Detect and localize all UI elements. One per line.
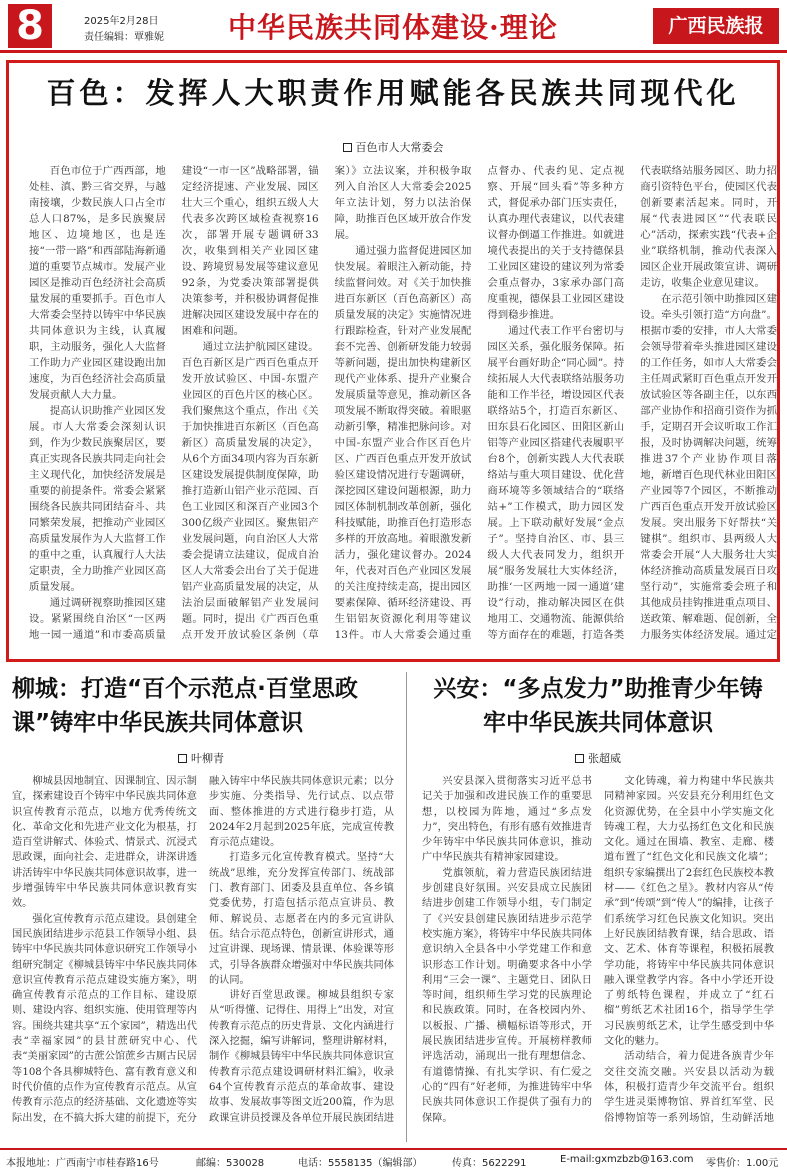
lead-paragraph: 通过调研视察助推园区建设。紧紧围绕自治区“一区两地一园一通道”和市委高质量建设“一市一区”战略部署，锚定经济提速、产业发展、园区壮大三个重心，组织五级人大代表多次跨区域检查视察16次，部署开展专题调研33次，收集到相关产业园区建设、跨境贸易发展等建议意见92条，为党委决策部署提供决策参考，并积极协调督促推进解决园区建设发展中存在的困难和问题。 xyxy=(29,165,319,641)
newspaper-name: 广西民族报 xyxy=(653,8,779,44)
xingan-paragraph: 党旗领航，着力营造民族团结进步创建良好氛围。兴安县成立民族团结进步创建工作领导小组，专门制定了《兴安县创建民族团结进步示范学校实施方案》，将铸牢中华民族共同体意识纳入全县各中小学党建工作和意识形态工作计划。明确要求各中小学利用“三会一课”、主题党日、团队日等时间，组织师生学习党的民族理论和民族政策。同时，在各校园内外、以板报、广播、横幅标语等形式，开展民族团结进步宣传。开展榜样教师评选活动，涌现出一批有理想信念、有道德情操、有扎实学识、有仁爱之心的“四有”好老师，为推进铸牢中华民族共同体意识工作提供了强有力的保障。 xyxy=(422,867,592,1124)
liucheng-paragraph: 讲好百堂思政课。柳城县组织专家从“听得懂、记得住、用得上”出发，对宣传教育示范点的历史背景、文化内涵进行深入挖掘，编写讲解词，整理讲解材料，制作《柳城县铸牢中华民族共同体意识宣传教育示范点建设调研材料汇编》，收录64个宣传教育示范点的革命故事、建设故事、发展故事等图文近200篇，作为思政课宣讲员授课及各单位开展民族团结进 xyxy=(209,990,394,1124)
xingan-article xyxy=(416,670,780,1140)
section-title: 中华民族共同体建设·理论 xyxy=(228,11,558,44)
footer-address: 本报地址：广西南宁市桂春路16号 xyxy=(6,1158,159,1169)
lead-author: 百色市人大常委会 xyxy=(355,141,444,154)
lead-paragraph: 通过立法护航园区建设。百色百新区是广西百色重点开发开放试验区、中国-东盟产业园区的百色片区的核心区。我们聚焦这个重点，作出《关于加快推进百东新区（百色高新区）高质量发展的决定》，从6个方面34项内容为百东新区建设发展提供制度保障，助推打造新山铝产业示范园、百色工业园区和深百产业园3个300亿级产业园区。聚焦铝产业发展问题，向自治区人大常委会提请立法建议，促成自治区人大常委会出台了关于促进铝产业高质量发展的决定，从法治层面破解铝产业发展问题。同时，提出《广西百色重点开发开放试验区条例（草案）》立法议案，并积极争取列入自治区人大常委会2025年立法计划，努力以法治保障，助推百色区域开放合作发展。 xyxy=(181,165,472,641)
page-number: 8 xyxy=(8,4,52,48)
lead-paragraph: 在示范引领中助推园区建设。牵头引领打造“方向盘”。根据市委的安排，市人大常委会领导带着牵头推进园区建设的工作任务，如市人大常委会主任周武紧盯百色重点开发开放试验区等各副主任，以东西部产业协作和招商引资作为抓手，定期召开会议听取工作汇报，及时协调解决问题，统筹推进37个产业协作项目落地，新增百色现代林业田阳区产业园等7个园区，不断推动广西百色重点开发开放试验区发展。突出服务下好帮扶“关键棋”。组织市、县两级人大常委会开展“人大服务壮大实体经济推动高质量发展百日攻坚行动”，实施常委会班子和其他成员挂钩推进重点项目、送政策、解难题、促创新，全力服务实体经济发展。通过定 xyxy=(640,293,777,641)
byline-box-icon xyxy=(178,754,187,763)
xingan-paragraph: 活动结合，着力促进各族青少年交往交流交融。兴安县以活动为载体，积极打造青少年交流平台。组织学生进灵渠博物馆、界首红军堂、民俗博物馆等一系列场馆，生动鲜活地 xyxy=(604,1051,774,1124)
liucheng-paragraph: 打造多元化宣传教育模式。坚持“大统战”思维，充分发挥宣传部门、统战部门、教育部门、团委及县直单位、各乡镇党委优势，打造包括示范点宣讲员、教师、解说员、志愿者在内的多元宣讲队伍。结合示范点特色，创新宣讲形式，通过宣讲课、现场课、情景课、体验课等形式，引导各族群众增强对中华民族共同体的认同。 xyxy=(209,852,394,986)
editor-credit: 责任编辑：覃雅妮 xyxy=(84,32,164,43)
column-divider xyxy=(406,672,407,1142)
lead-paragraph: 提高认识助推产业园区发展。市人大常委会深刻认识到，作为少数民族聚居区，要真正实现各民族共同走向社会主义现代化，加快经济发展是重要的前提条件。常委会紧紧围绕各民族共同团结奋斗、共同繁荣发展，把推动产业园区高质量发展作为人大监督工作的重中之重，认真履行人大法定职责，全力助推产业园区高质量发展。 xyxy=(29,405,166,593)
liucheng-article xyxy=(6,670,396,1140)
footer-postcode: 邮编：530028 xyxy=(196,1158,265,1169)
lead-byline xyxy=(9,139,777,155)
lead-body xyxy=(29,163,777,653)
issue-date: 2025年2月28日 xyxy=(84,16,159,27)
xingan-author: 张超威 xyxy=(588,752,621,765)
liucheng-body xyxy=(12,774,394,1140)
xingan-paragraph: 兴安县深入贯彻落实习近平总书记关于加强和改进民族工作的重要思想，以校园为阵地，通过“多点发力”，突出特色，有形有感有效推进青少年铸牢中华民族共同体意识，推动广中华民族共有精神家园建设。 xyxy=(422,776,592,864)
footer-email: E-mail:gxmzbzb@163.com xyxy=(560,1154,694,1165)
lead-paragraph: 百色市位于广西西部，地处桂、滇、黔三省交界，与越南接壤，少数民族人口占全市总人口87%，是多民族聚居地区、边境地区，也是连接“一带一路”和西部陆海新通道的重要节点城市。发展产业园区是推动百色经济社会高质量发展的重要抓手。百色市人大常委会坚持以铸牢中华民族共同体意识为主线，认真履职，主动服务，强化人大监督工作助力产业园区建设跑出加速度，为百色经济社会高质量发展贡献人大力量。 xyxy=(29,165,166,401)
footer-phone: 电话：5558135（编辑部） xyxy=(298,1158,423,1169)
lead-paragraph: 通过强力监督促进园区加快发展。着眼注入新动能，持续监督问效。对《关于加快推进百东新区（百色高新区）高质量发展的决定》实施情况进行跟踪检查，针对产业发展配套不完善、创新研发能力较弱等新问题，提出加快构建新区现代产业体系、提升产业聚合发展质量等意见，推动新区各项发展不断取得突破。着眼驱动新引擎，精准把脉问诊。对中国-东盟产业合作区百色片区、广西百色重点开发开放试验区建设情况进行专题调研，深挖园区建设问题根源，助力园区体制机制改革创新，强化科技赋能，助推百色打造形态多样的开放高地。着眼激发新活力，强化建议督办。2024年，代表对百色产业园区发展的关注度持续走高，提出园区要素保障、循环经济建设、再生铝铝灰资源化利用等建议13件。市人大常委会通过重点督办、代表约见、定点视察、开展“回头看”等多种方式，督促承办部门压实责任，认真办理代表建议，以代表建议督办倒逼工作推进。如就进境代表提出的关于支持德保县工业园区建设的建议列为常委会重点督办，3家承办部门高度重视，德保县工业园区建设得到稳步推进。 xyxy=(334,165,625,641)
xingan-headline: 兴安：“多点发力”助推青少年铸牢中华民族共同体意识 xyxy=(433,676,763,736)
footer-price: 零售价：1.00元 xyxy=(706,1158,779,1169)
byline-box-icon xyxy=(343,143,352,152)
page-header xyxy=(0,0,787,58)
liucheng-author: 叶柳青 xyxy=(191,752,224,765)
page-footer xyxy=(0,1148,787,1169)
xingan-body xyxy=(422,774,774,1140)
xingan-paragraph: 文化铸魂，着力构建中华民族共同精神家园。兴安县充分利用红色文化资源优势，在全县中小学实施文化铸魂工程，大力弘扬红色文化和民族文化。通过在围墙、教室、走廊、楼道布置了“红色文化和民族文化墙”；组织专家编撰出了2套红色民族校本教材——《红色之星》。教材内容从“传承”到“传颂”到“传人”的编排，让孩子们系统学习红色民族文化知识。突出上好民族团结教育课，结合思政、语文、艺术、体育等课程，积极拓展教学功能，将铸牢中华民族共同体意识融入课堂教学内容。各中小学还开设了剪纸特色课程，并成立了“红石榴”剪纸艺术社团16个，指导学生学习民族剪纸艺术，让学生感受到中华文化的魅力。 xyxy=(604,776,774,1048)
xingan-byline xyxy=(416,750,780,766)
header-divider xyxy=(0,50,787,53)
byline-box-icon xyxy=(575,754,584,763)
liucheng-byline xyxy=(6,750,396,766)
lead-article xyxy=(6,60,780,662)
liucheng-paragraph: 强化宣传教育示范点建设。县创建全国民族团结进步示范县工作领导小组、县铸牢中华民族共同体意识研究工作领导小组研究制定《柳城县铸牢中华民族共同体意识宣传教育示范点建设实施方案》，明确宣传教育示范点的工作目标、建设原则、建设内容、组织实施、使用管理等内容。围绕共建共享“五个家园”，精选出代表“幸福家园”的县甘蔗研究中心、代表“美丽家园”的古蔗公馆蔗乡古厕古民居等108个各具柳城特色、富有教育意义和时代价值的点作为宣传教育示范点。从宣传教育示范点的经济基础、文化遗迹等实际出发，在不搞大拆大建的前提下，充分融入铸牢中华民族共同体意识元素；以分步实施、分类指导、先行试点、以点带面、整体推进的方式进行稳步打造，从2024年2月起到2025年底，完成宣传教育示范点建设。 xyxy=(12,776,394,1124)
liucheng-paragraph: 柳城县因地制宜、因课制宜、因示制宜，探索建设百个铸牢中华民族共同体意识宣传教育示范点，以地方优秀传统文化、革命文化和先进产业文化为根基，打造百堂讲解式、体验式、情景式、沉浸式思政课，面向社会、走进群众，讲深讲透讲活铸牢中华民族共同体意识故事，进一步增强铸牢中华民族共同体意识教育实效。 xyxy=(12,776,197,910)
footer-fax: 传真：5622291 xyxy=(452,1158,527,1169)
lead-paragraph: 通过代表工作平台密切与园区关系，强化服务保障。拓展平台画好助企“同心圆”。持续拓展人大代表联络站服务功能和工作半径，增设园区代表联络站5个，打造百东新区、田东县石化园区、田阳区新山铝等产业园区搭建代表履职平台8个，创新实践人大代表联络站与重大项目建设、优化营商环境等多领域结合的“联络站+”工作模式，助力园区发展。上下联动献好发展“金点子”。坚持自治区、市、县三级人大代表同发力，组织开展“服务发展壮大实体经济，助推‘一区两地一园一通道’建设”行动，推动解决园区在供地用工、交通物流、能源供给等方面存在的难题，打造各类代表联络站服务园区、助力招商引资特色平台，使园区代表创新要素活起来。同时，开展“代表进园区”“代表联民心”活动，探索实践“代表+企业”联络机制，推动代表深入园区企业开展政策宣讲、调研走访，收集企业意见建议。 xyxy=(487,165,777,641)
liucheng-headline: 柳城：打造“百个示范点·百堂思政课”铸牢中华民族共同体意识 xyxy=(12,676,358,736)
lead-headline: 百色：发挥人大职责作用赋能各民族共同现代化 xyxy=(46,76,740,110)
